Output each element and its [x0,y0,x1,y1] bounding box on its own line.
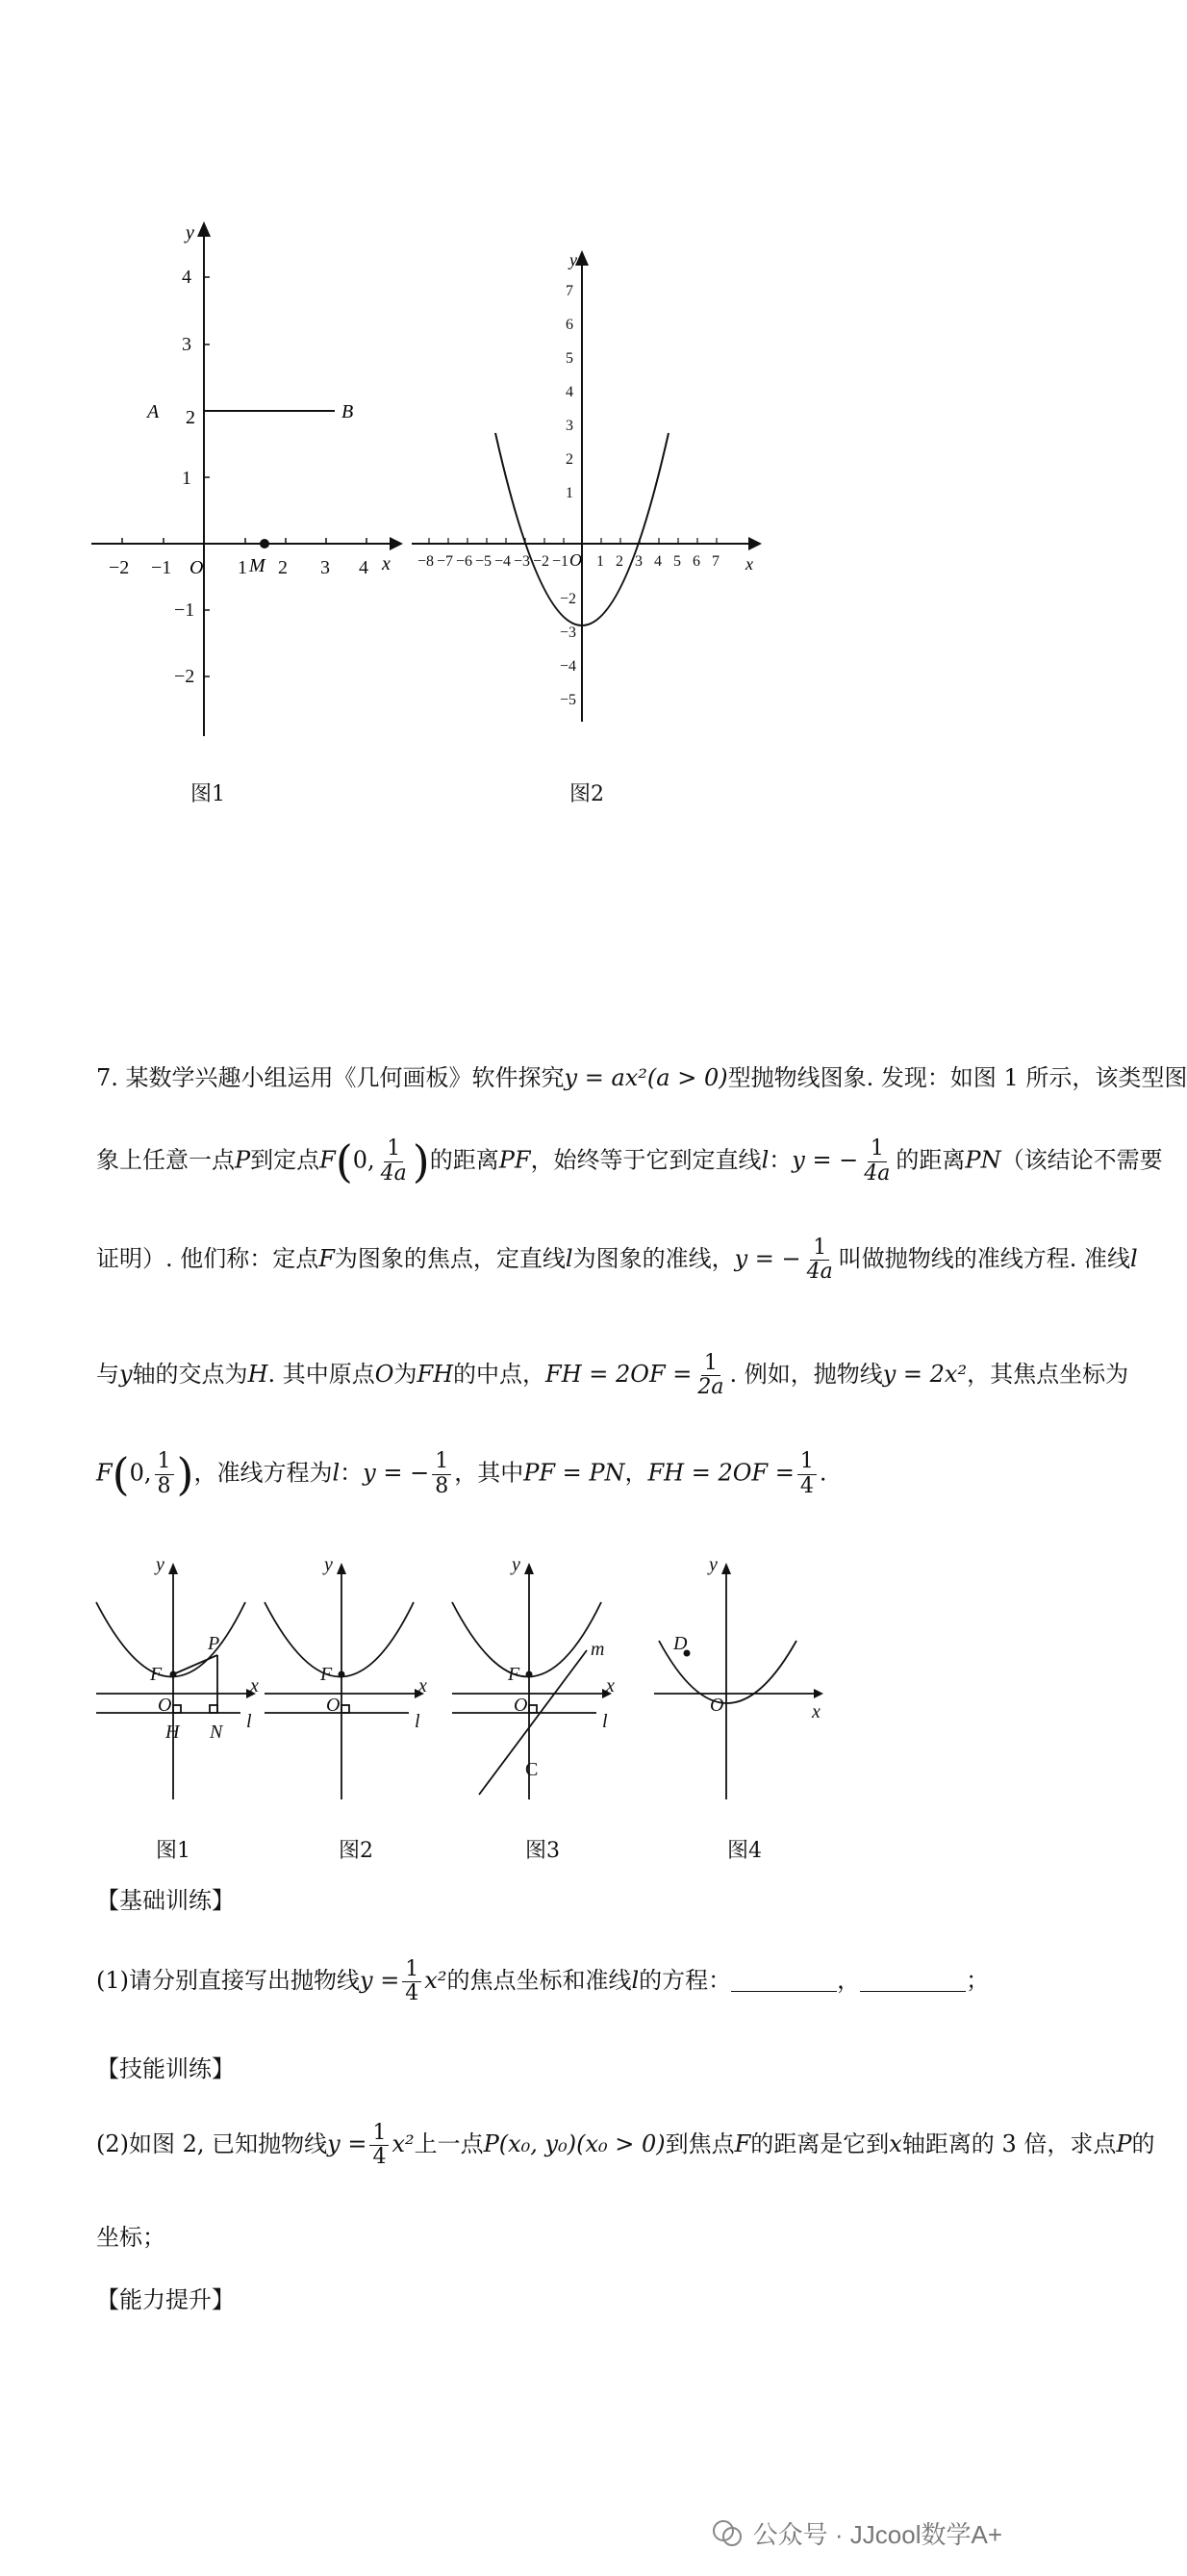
svg-text:−6: −6 [456,553,473,570]
section-ability: 【能力提升】 [96,2286,235,2313]
svg-text:−3: −3 [560,625,577,641]
svg-text:4: 4 [359,557,368,578]
f1-N: N [210,1722,223,1743]
svg-text:5: 5 [566,350,573,367]
question-2-line2: 坐标； [96,2224,165,2251]
f3-F: F [508,1664,520,1685]
svg-text:−1: −1 [174,599,195,621]
svg-text:3: 3 [566,418,573,434]
svg-text:3: 3 [182,334,191,355]
svg-text:−3: −3 [514,553,531,570]
f2-x: x [418,1675,427,1696]
svg-text:−5: −5 [560,692,577,708]
svg-text:−7: −7 [437,553,454,570]
label-y: y [186,222,194,243]
label-A: A [147,401,160,422]
label-y2: y [569,250,577,269]
problem7-line3: 证明）. 他们称：定点F为图象的焦点，定直线l为图象的准线，y = − $\frac{1}{4a}$ 叫做抛物线的准线方程. 准线l [96,1236,1138,1285]
svg-text:1: 1 [182,468,191,489]
problem7-line5: F(0, $\frac{1}{8}$ )，准线方程为l：y = − $\frac{1}{8}$ ，其中PF = PN，FH = 2OF = $\frac{1}{4}$ . [96,1448,827,1500]
bottom-figures [77,1549,943,1828]
f4-y: y [709,1554,718,1575]
answer-blank-1[interactable] [731,1970,837,1992]
f1-H: H [165,1722,180,1743]
svg-text:−5: −5 [475,553,492,570]
f2-O: O [326,1695,341,1716]
watermark [711,2515,1002,2551]
f3-l: l [602,1711,608,1732]
svg-text:4: 4 [654,553,662,570]
f3-C: C [525,1759,539,1780]
svg-text:1: 1 [566,485,573,501]
svg-text:1: 1 [238,557,247,578]
svg-text:6: 6 [693,553,700,570]
label-O: O [189,557,204,578]
svg-text:1: 1 [596,553,604,570]
svg-text:6: 6 [566,317,573,333]
top-figure-1 [82,212,409,751]
f3-y: y [512,1554,520,1575]
problem7-line1: 7. 某数学兴趣小组运用《几何画板》软件探究y = ax²(a > 0)型抛物线图象. 发现：如图 1 所示，该类型图 [96,1064,1187,1091]
label-x: x [382,553,391,574]
wechat-icon [711,2517,744,2550]
svg-text:4: 4 [566,384,573,400]
svg-text:4: 4 [182,267,191,288]
svg-text:2: 2 [278,557,288,578]
svg-text:−2: −2 [533,553,550,570]
svg-text:−4: −4 [560,658,577,675]
svg-text:7: 7 [712,553,720,570]
f4-O: O [710,1695,724,1716]
svg-text:2: 2 [616,553,623,570]
fig2-caption: 图2 [569,782,604,806]
svg-text:−2: −2 [109,557,130,578]
f2-l: l [415,1711,420,1732]
svg-text:−2: −2 [560,591,577,607]
f2-F: F [320,1664,333,1685]
svg-text:7: 7 [566,283,573,299]
f1-y: y [156,1554,164,1575]
label-B: B [341,401,354,422]
bfig1-caption: 图1 [156,1839,190,1863]
answer-blank-2[interactable] [860,1970,966,1992]
question-1: (1)请分别直接写出抛物线y = $\frac{1}{4}$ x²的焦点坐标和准线l的方程： ， ； [96,1957,990,2006]
fig1-caption: 图1 [190,782,225,806]
f1-F: F [150,1664,163,1685]
f1-x: x [250,1675,259,1696]
f3-O: O [514,1695,528,1716]
problem7-line2: 象上任意一点P到定点F(0, $\frac{1}{4a}$ )的距离PF，始终等于它到定直线l：y = − $\frac{1}{4a}$ 的距离PN（该结论不需要 [96,1135,1163,1187]
svg-text:−1: −1 [151,557,172,578]
svg-text:−1: −1 [552,553,569,570]
bfig2-caption: 图2 [339,1839,373,1863]
svg-text:−8: −8 [417,553,435,570]
f4-x: x [812,1701,821,1722]
f1-O: O [158,1695,172,1716]
label-x2: x [745,554,753,574]
svg-text:5: 5 [673,553,681,570]
svg-text:3: 3 [635,553,643,570]
bfig4-caption: 图4 [727,1839,762,1863]
svg-text:2: 2 [186,407,195,428]
top-figure-2 [404,241,770,741]
section-skill: 【技能训练】 [96,2055,235,2082]
svg-text:2: 2 [566,451,573,468]
f3-x: x [606,1675,615,1696]
f1-P: P [208,1633,220,1654]
f2-y: y [324,1554,333,1575]
label-M: M [249,555,265,576]
label-O2: O [569,550,582,570]
section-basic: 【基础训练】 [96,1887,235,1914]
svg-text:−4: −4 [494,553,512,570]
f3-m: m [591,1639,605,1660]
svg-text:−2: −2 [174,666,195,687]
bfig3-caption: 图3 [525,1839,560,1863]
question-2: (2)如图 2, 已知抛物线y = $\frac{1}{4}$ x²上一点P(x₀, y₀)(x₀ > 0)到焦点F的距离是它到x轴距离的 3 倍，求点P的 [96,2121,1155,2170]
f4-D: D [673,1633,688,1654]
watermark-text: 公众号 · JJcool数学A+ [752,2520,1002,2549]
svg-text:3: 3 [320,557,330,578]
f1-l: l [246,1711,252,1732]
problem7-line4: 与y轴的交点为H. 其中原点O为FH的中点，FH = 2OF = $\frac{1}{2a}$ . 例如，抛物线y = 2x²，其焦点坐标为 [96,1351,1129,1400]
